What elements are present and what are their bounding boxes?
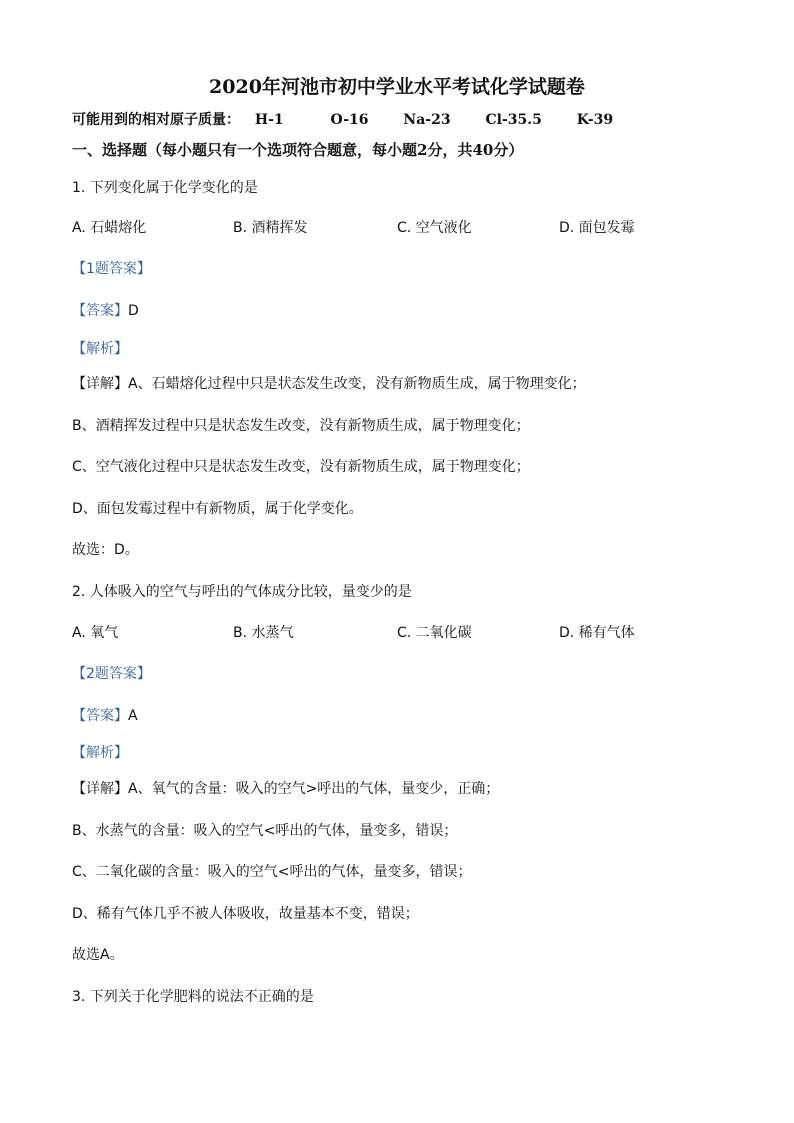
q1-detail-1: 【详解】A、石蜡熔化过程中只是状态发生改变，没有新物质生成，属于物理变化； [72,376,586,392]
q2-stem: 2. 人体吸入的空气与呼出的气体成分比较，量变少的是 [72,584,412,600]
q2-analysis-tag: 【解析】 [72,745,128,761]
q1-detail-4: D、面包发霉过程中有新物质，属于化学变化。 [72,501,363,517]
q1-detail-3: C、空气液化过程中只是状态发生改变，没有新物质生成，属于物理变化； [72,459,530,475]
q1-answer-line [72,301,139,321]
q2-detail-1: 【详解】A、氧气的含量：吸入的空气>呼出的气体，量变少，正确； [72,781,500,797]
q2-detail-4: D、稀有气体几乎不被人体吸收，故量基本不变，错误； [72,906,419,922]
q3-stem: 3. 下列关于化学肥料的说法不正确的是 [72,989,314,1005]
q2-answer-value: A [128,708,138,724]
q2-answer-line [72,706,138,726]
atomic-mass-cl: Cl-35.5 [485,112,542,128]
q2-option-a: A. 氧气 [72,625,119,641]
q2-detail-3: C、二氧化碳的含量：吸入的空气<呼出的气体，量变多，错误； [72,864,472,880]
atomic-mass-k: K-39 [576,112,614,128]
q1-option-c: C. 空气液化 [397,220,472,236]
q2-option-d: D. 稀有气体 [559,625,635,641]
q1-answer-tag: 【答案】 [72,303,128,319]
atomic-mass-label: 可能用到的相对原子质量： [72,112,240,128]
q2-answer-tag: 【答案】 [72,708,128,724]
atomic-mass-o: O-16 [330,112,369,128]
atomic-mass-h: H-1 [254,112,284,128]
q1-answer-heading: 【1题答案】 [72,261,151,277]
q1-option-b: B. 酒精挥发 [233,220,308,236]
q1-option-a: A. 石蜡熔化 [72,220,147,236]
q1-detail-2: B、酒精挥发过程中只是状态发生改变，没有新物质生成，属于物理变化； [72,418,530,434]
atomic-mass-na: Na-23 [403,112,451,128]
q1-analysis-tag: 【解析】 [72,341,128,357]
q2-answer-heading: 【2题答案】 [72,666,151,682]
q2-option-c: C. 二氧化碳 [397,625,472,641]
page-title: 2020年河池市初中学业水平考试化学试题卷 [209,76,585,98]
q2-detail-2: B、水蒸气的含量：吸入的空气<呼出的气体，量变多，错误； [72,823,458,839]
section-heading: 一、选择题（每小题只有一个选项符合题意，每小题2分，共40分） [72,141,524,159]
q2-option-b: B. 水蒸气 [233,625,294,641]
q2-conclusion: 故选A。 [72,947,124,963]
atomic-mass-line [72,110,613,130]
q1-option-d: D. 面包发霉 [559,220,635,236]
q1-answer-value: D [128,303,139,319]
q1-stem: 1. 下列变化属于化学变化的是 [72,180,258,196]
q1-conclusion: 故选：D。 [72,542,139,558]
